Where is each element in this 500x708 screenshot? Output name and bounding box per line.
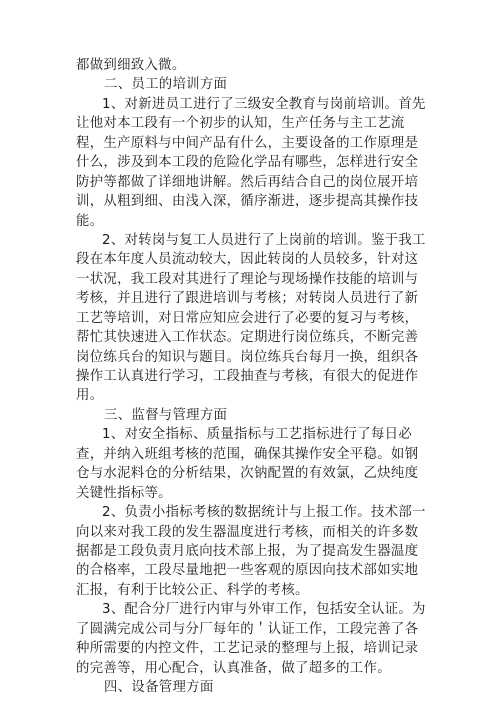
text-line: 1、对安全指标、质量指标与工艺指标进行了每日必: [102, 427, 413, 443]
text-line: 仓与水泥料仓的分析结果，次钠配置的有效氯，乙炔纯度: [76, 466, 419, 482]
text-line: 3、配合分厂进行内审与外审工作，包括安全认证。为: [102, 602, 426, 618]
text-line: 工艺等培训，对日常应知应会进行了必要的复习与考核，: [76, 310, 419, 326]
document-page: [76, 56, 426, 697]
text-line: 什么，涉及到本工段的危险化学品有哪些，怎样进行安全: [76, 155, 419, 171]
text-line: 帮忙其快速进入工作状态。定期进行岗位练兵，不断完善: [76, 330, 419, 346]
text-line: 2、对转岗与复工人员进行了上岗前的培训。鉴于我工: [102, 232, 426, 248]
text-line: 用。: [76, 388, 104, 404]
text-line: 一状况，我工段对其进行了理论与现场操作技能的培训与: [76, 271, 419, 287]
text-line: 段在本年度人员流动较大，因此转岗的人员较多，针对这: [76, 252, 419, 268]
text-line: 向以来对我工段的发生器温度进行考核，而相关的许多数: [76, 524, 419, 540]
text-line: 四、设备管理方面: [104, 680, 214, 695]
text-line: 程，生产原料与中间产品有什么，主要设备的工作原理是: [76, 135, 419, 151]
text-line: 了圆满完成公司与分厂每年的＇认证工作，工段完善了各: [76, 621, 419, 637]
text-line: 2、负责小指标考核的数据统计与上报工作。技术部一: [102, 505, 426, 521]
text-line: 防护等都做了详细地讲解。然后再结合自己的岗位展开培: [76, 174, 419, 190]
text-line: 二、员工的培训方面: [104, 77, 228, 93]
text-line: 能。: [76, 213, 104, 229]
text-line: 三、监督与管理方面: [104, 407, 228, 423]
text-line: 查，并纳入班组考核的范围，确保其操作安全平稳。如钢: [76, 446, 419, 462]
text-line: 种所需要的内控文件，工艺记录的整理与上报，培训记录: [76, 641, 419, 657]
text-line: 的合格率，工段尽量地把一些客观的原因向技术部如实地: [76, 563, 419, 579]
text-line: 的完善等，用心配合，认真准备，做了超多的工作。: [76, 660, 391, 676]
text-line: 汇报，有利于比较公正、科学的考核。: [76, 582, 309, 598]
text-line: 让他对本工段有一个初步的认知，生产任务与主工艺流: [76, 116, 405, 132]
text-line: 操作工认真进行学习，工段抽查与考核，有很大的促进作: [76, 369, 419, 384]
text-line: 据都是工段负责月底向技术部上报，为了提高发生器温度: [76, 543, 419, 559]
text-line: 关键性指标等。: [76, 485, 172, 501]
text-line: 训，从粗到细、由浅入深，循序渐进，逐步提高其操作技: [76, 194, 419, 210]
text-line: 考核，并且进行了跟进培训与考核；对转岗人员进行了新: [76, 291, 419, 307]
text-line: 岗位练兵台的知识与题目。岗位练兵台每月一换，组织各: [76, 349, 419, 365]
text-line: 都做到细致入微。: [76, 58, 186, 73]
text-line: 1、对新进员工进行了三级安全教育与岗前培训。首先: [102, 96, 426, 112]
